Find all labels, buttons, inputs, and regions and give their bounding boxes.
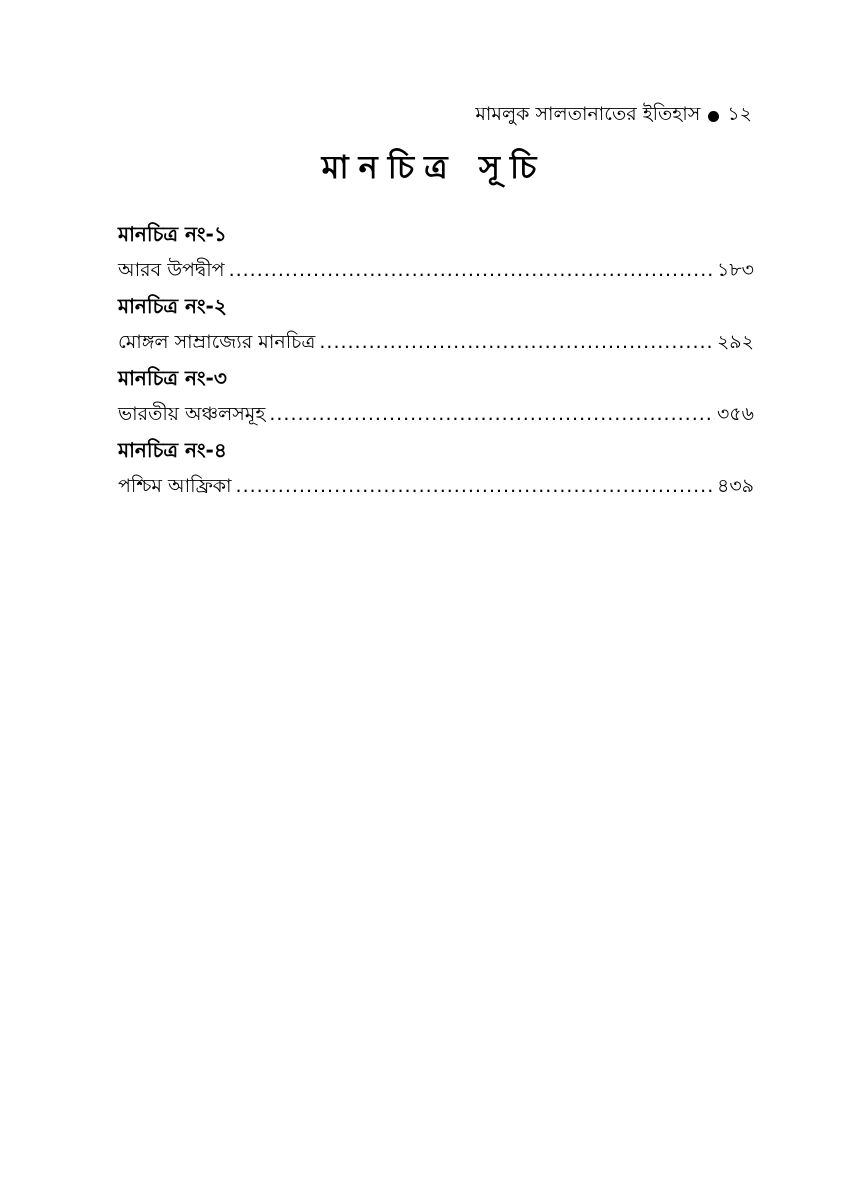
entry-page-number: ১৮৩ bbox=[716, 259, 754, 281]
map-index-list bbox=[118, 216, 754, 504]
entry-title: ভারতীয় অঞ্চলসমূহ bbox=[118, 403, 266, 425]
map-index-group bbox=[118, 288, 754, 360]
toc-entry[interactable] bbox=[118, 396, 754, 432]
map-heading: মানচিত্র নং-২ bbox=[118, 294, 227, 318]
map-index-group bbox=[118, 216, 754, 288]
bullet-separator bbox=[708, 111, 719, 122]
entry-page-number: ২৯২ bbox=[716, 331, 754, 353]
map-index-group bbox=[118, 360, 754, 432]
map-heading: মানচিত্র নং-৩ bbox=[118, 366, 227, 390]
map-index-group bbox=[118, 432, 754, 504]
map-heading: মানচিত্র নং-১ bbox=[118, 222, 227, 246]
dot-leader bbox=[229, 252, 715, 288]
entry-title: মোঙ্গল সাম্রাজ্যের মানচিত্র bbox=[118, 331, 316, 353]
entry-page-number: ৪৩৯ bbox=[716, 475, 754, 497]
dot-leader bbox=[236, 468, 715, 504]
dot-leader bbox=[269, 396, 715, 432]
map-heading: মানচিত্র নং-৪ bbox=[118, 438, 227, 462]
book-title: মামলুক সালতানাতের ইতিহাস bbox=[475, 103, 701, 125]
page-number: ১২ bbox=[727, 103, 752, 125]
dot-leader bbox=[319, 324, 715, 360]
entry-page-number: ৩৫৬ bbox=[716, 403, 754, 425]
page-title: মানচিত্র সূচি bbox=[321, 148, 547, 186]
running-header bbox=[475, 100, 752, 132]
toc-entry[interactable] bbox=[118, 324, 754, 360]
entry-title: আরব উপদ্বীপ bbox=[118, 259, 225, 281]
toc-entry[interactable] bbox=[118, 252, 754, 288]
toc-entry[interactable] bbox=[118, 468, 754, 504]
entry-title: পশ্চিম আফ্রিকা bbox=[118, 475, 232, 497]
